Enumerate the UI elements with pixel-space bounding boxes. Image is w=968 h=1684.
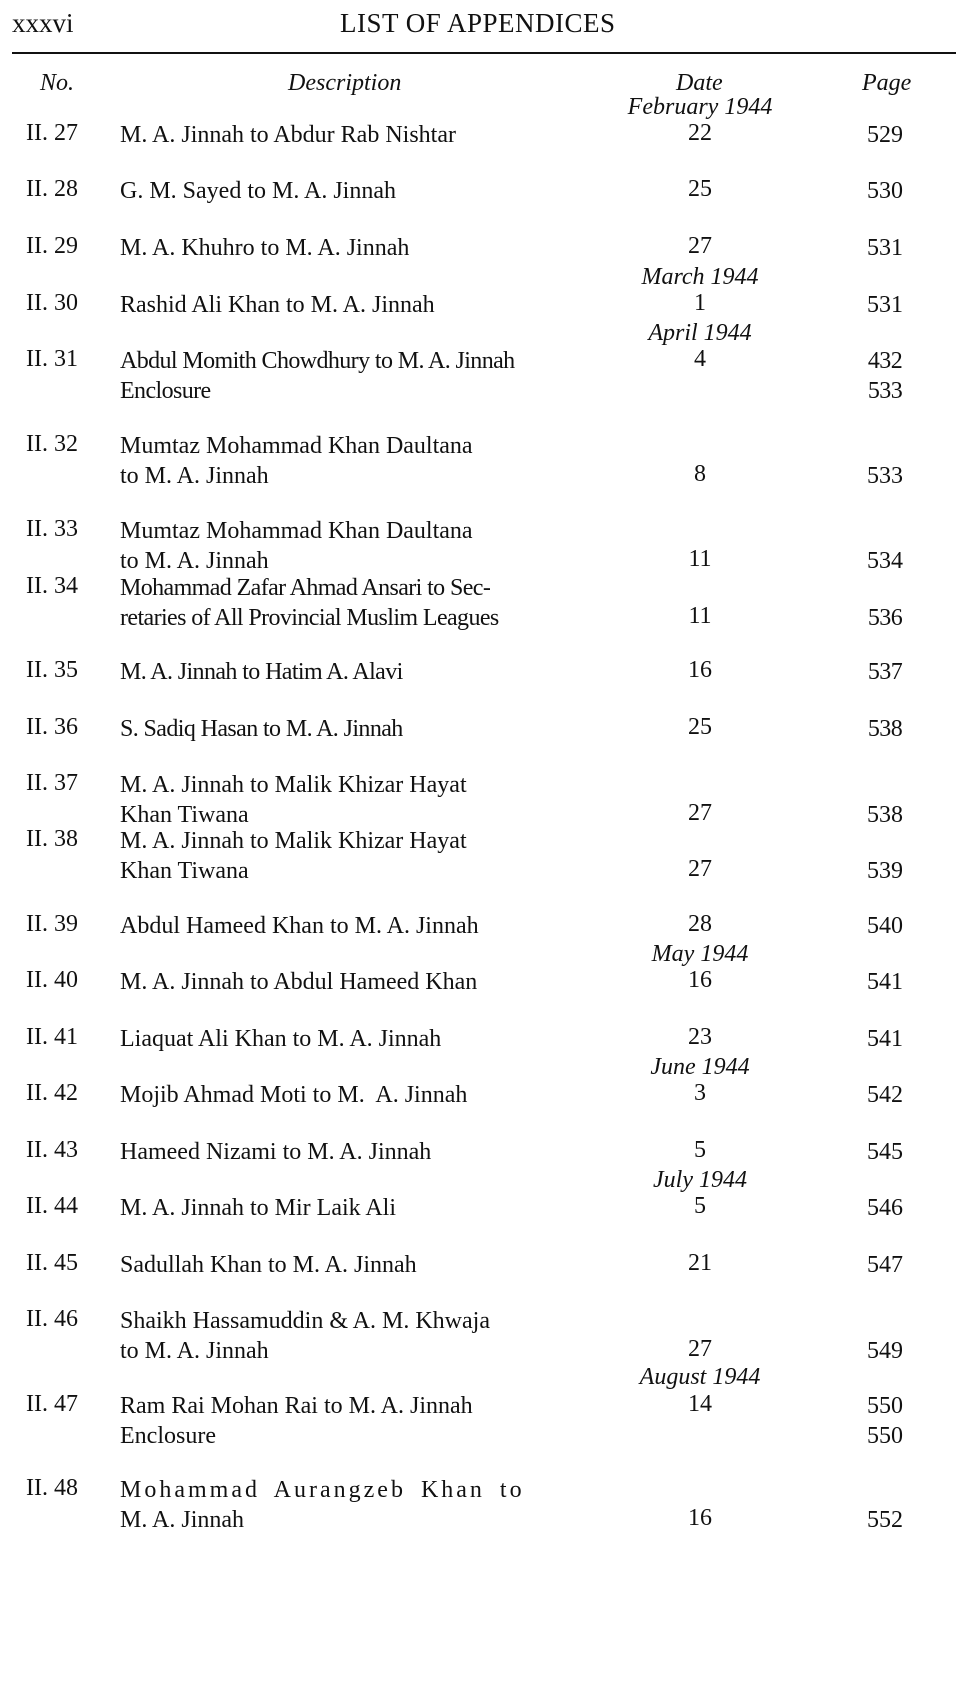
entry-page: 529: [867, 122, 903, 148]
entry-date: 14: [688, 1391, 712, 1417]
entry-date: 8: [694, 461, 706, 487]
entry-date: 5: [694, 1137, 706, 1163]
entry-page: 539: [867, 858, 903, 884]
page-title: LIST OF APPENDICES: [340, 8, 616, 38]
entry-date: 28: [688, 911, 712, 937]
entry-number: II. 43: [26, 1137, 78, 1163]
entry-description: M. A. Jinnah to Malik Khizar Hayat Khan Tiwana: [120, 772, 467, 828]
entry-date: 27: [688, 856, 712, 882]
header-rule: [12, 52, 956, 54]
entry-description: M. A. Jinnah to Malik Khizar Hayat Khan Tiwana: [120, 828, 467, 884]
entry-number: II. 32: [26, 431, 78, 457]
entry-number: II. 41: [26, 1024, 78, 1050]
month-heading: July 1944: [653, 1167, 747, 1193]
entry-date: 25: [688, 176, 712, 202]
month-heading: March 1944: [641, 264, 759, 290]
entry-page: 531: [867, 292, 903, 318]
entry-description: Hameed Nizami to M. A. Jinnah: [120, 1139, 432, 1165]
entry-number: II. 27: [26, 120, 78, 146]
entry-description: Mohammad Zafar Ahmad Ansari to Sec- retaries of All Provincial Muslim Leagues: [120, 575, 499, 631]
entry-description: Sadullah Khan to M. A. Jinnah: [120, 1252, 417, 1278]
entry-number: II. 39: [26, 911, 78, 937]
entry-date: 5: [694, 1193, 706, 1219]
page-folio: xxxvi: [12, 8, 74, 38]
column-header-description: Description: [288, 70, 402, 96]
entry-page: 536: [867, 605, 903, 631]
entry-date: 27: [688, 1336, 712, 1362]
entry-page: 541: [867, 1026, 903, 1052]
entry-number: II. 35: [26, 657, 78, 683]
month-heading: August 1944: [639, 1364, 761, 1390]
entry-date: 3: [694, 1080, 706, 1106]
entry-page: 530: [867, 178, 903, 204]
month-heading: May 1944: [651, 941, 749, 967]
entry-number: II. 28: [26, 176, 78, 202]
entry-page: 534: [867, 548, 903, 574]
entry-description: Abdul Hameed Khan to M. A. Jinnah: [120, 913, 479, 939]
column-header-no: No.: [40, 70, 75, 96]
entry-number: II. 46: [26, 1306, 78, 1332]
entry-date: 27: [688, 233, 712, 259]
entry-description: Mumtaz Mohammad Khan Daultana to M. A. Jinnah: [120, 518, 473, 574]
entry-number: II. 45: [26, 1250, 78, 1276]
entry-number: II. 47: [26, 1391, 78, 1417]
entry-number: II. 33: [26, 516, 78, 542]
entry-date: 25: [688, 714, 712, 740]
entry-page: 537: [867, 659, 903, 685]
entry-description: Mumtaz Mohammad Khan Daultana to M. A. Jinnah: [120, 433, 473, 489]
entry-description: S. Sadiq Hasan to M. A. Jinnah: [120, 716, 403, 742]
entry-page: 547: [867, 1252, 903, 1278]
month-heading: April 1944: [648, 320, 752, 346]
entry-number: II. 38: [26, 826, 78, 852]
entry-number: II. 44: [26, 1193, 78, 1219]
entry-date: 1: [694, 290, 706, 316]
entry-date: 16: [688, 657, 712, 683]
entry-date: 23: [688, 1024, 712, 1050]
entry-description: M. A. Jinnah to Hatim A. Alavi: [120, 659, 403, 685]
column-header-page: Page: [862, 70, 912, 96]
entry-description: Ram Rai Mohan Rai to M. A. Jinnah Enclosure: [120, 1393, 473, 1449]
entry-date: 22: [688, 120, 712, 146]
entry-number: II. 48: [26, 1475, 78, 1501]
entry-number: II. 31: [26, 346, 78, 372]
entry-description: M. A. Jinnah to Abdur Rab Nishtar: [120, 122, 456, 148]
entry-number: II. 42: [26, 1080, 78, 1106]
entry-page: 432 533: [867, 348, 903, 404]
entry-date: 21: [688, 1250, 712, 1276]
entry-page: 541: [867, 969, 903, 995]
entry-description: M. A. Khuhro to M. A. Jinnah: [120, 235, 410, 261]
entry-date: 4: [694, 346, 706, 372]
month-heading: February 1944: [627, 94, 773, 120]
entry-page: 552: [867, 1507, 903, 1533]
entry-number: II. 36: [26, 714, 78, 740]
entry-page: 545: [867, 1139, 903, 1165]
entry-description: G. M. Sayed to M. A. Jinnah: [120, 178, 396, 204]
entry-number: II. 29: [26, 233, 78, 259]
entry-date: 27: [688, 800, 712, 826]
entry-description: Abdul Momith Chowdhury to M. A. Jinnah Enclosure: [120, 348, 515, 404]
entry-date: 16: [688, 967, 712, 993]
entry-page: 542: [867, 1082, 903, 1108]
entry-page: 550 550: [867, 1393, 903, 1449]
column-header-date: Date: [676, 70, 723, 96]
entry-date: 11: [688, 603, 712, 629]
entry-number: II. 37: [26, 770, 78, 796]
entry-page: 540: [867, 913, 903, 939]
entry-description: Rashid Ali Khan to M. A. Jinnah: [120, 292, 435, 318]
entry-page: 546: [867, 1195, 903, 1221]
entry-page: 531: [867, 235, 903, 261]
entry-page: 549: [867, 1338, 903, 1364]
entry-description: Mojib Ahmad Moti to M. A. Jinnah: [120, 1082, 468, 1108]
entry-description: M. A. Jinnah to Mir Laik Ali: [120, 1195, 396, 1221]
entry-date: 16: [688, 1505, 712, 1531]
month-heading: June 1944: [650, 1054, 750, 1080]
entry-number: II. 34: [26, 573, 78, 599]
entry-date: 11: [688, 546, 712, 572]
entry-description: M. A. Jinnah to Abdul Hameed Khan: [120, 969, 478, 995]
entry-description: Shaikh Hassamuddin & A. M. Khwaja to M. A. Jinnah: [120, 1308, 490, 1364]
entry-page: 538: [867, 802, 903, 828]
entry-description: Liaquat Ali Khan to M. A. Jinnah: [120, 1026, 442, 1052]
entry-page: 538: [867, 716, 903, 742]
entry-description: Mohammad Aurangzeb Khan to M. A. Jinnah: [120, 1477, 525, 1533]
entry-number: II. 40: [26, 967, 78, 993]
entry-number: II. 30: [26, 290, 78, 316]
entry-page: 533: [867, 463, 903, 489]
